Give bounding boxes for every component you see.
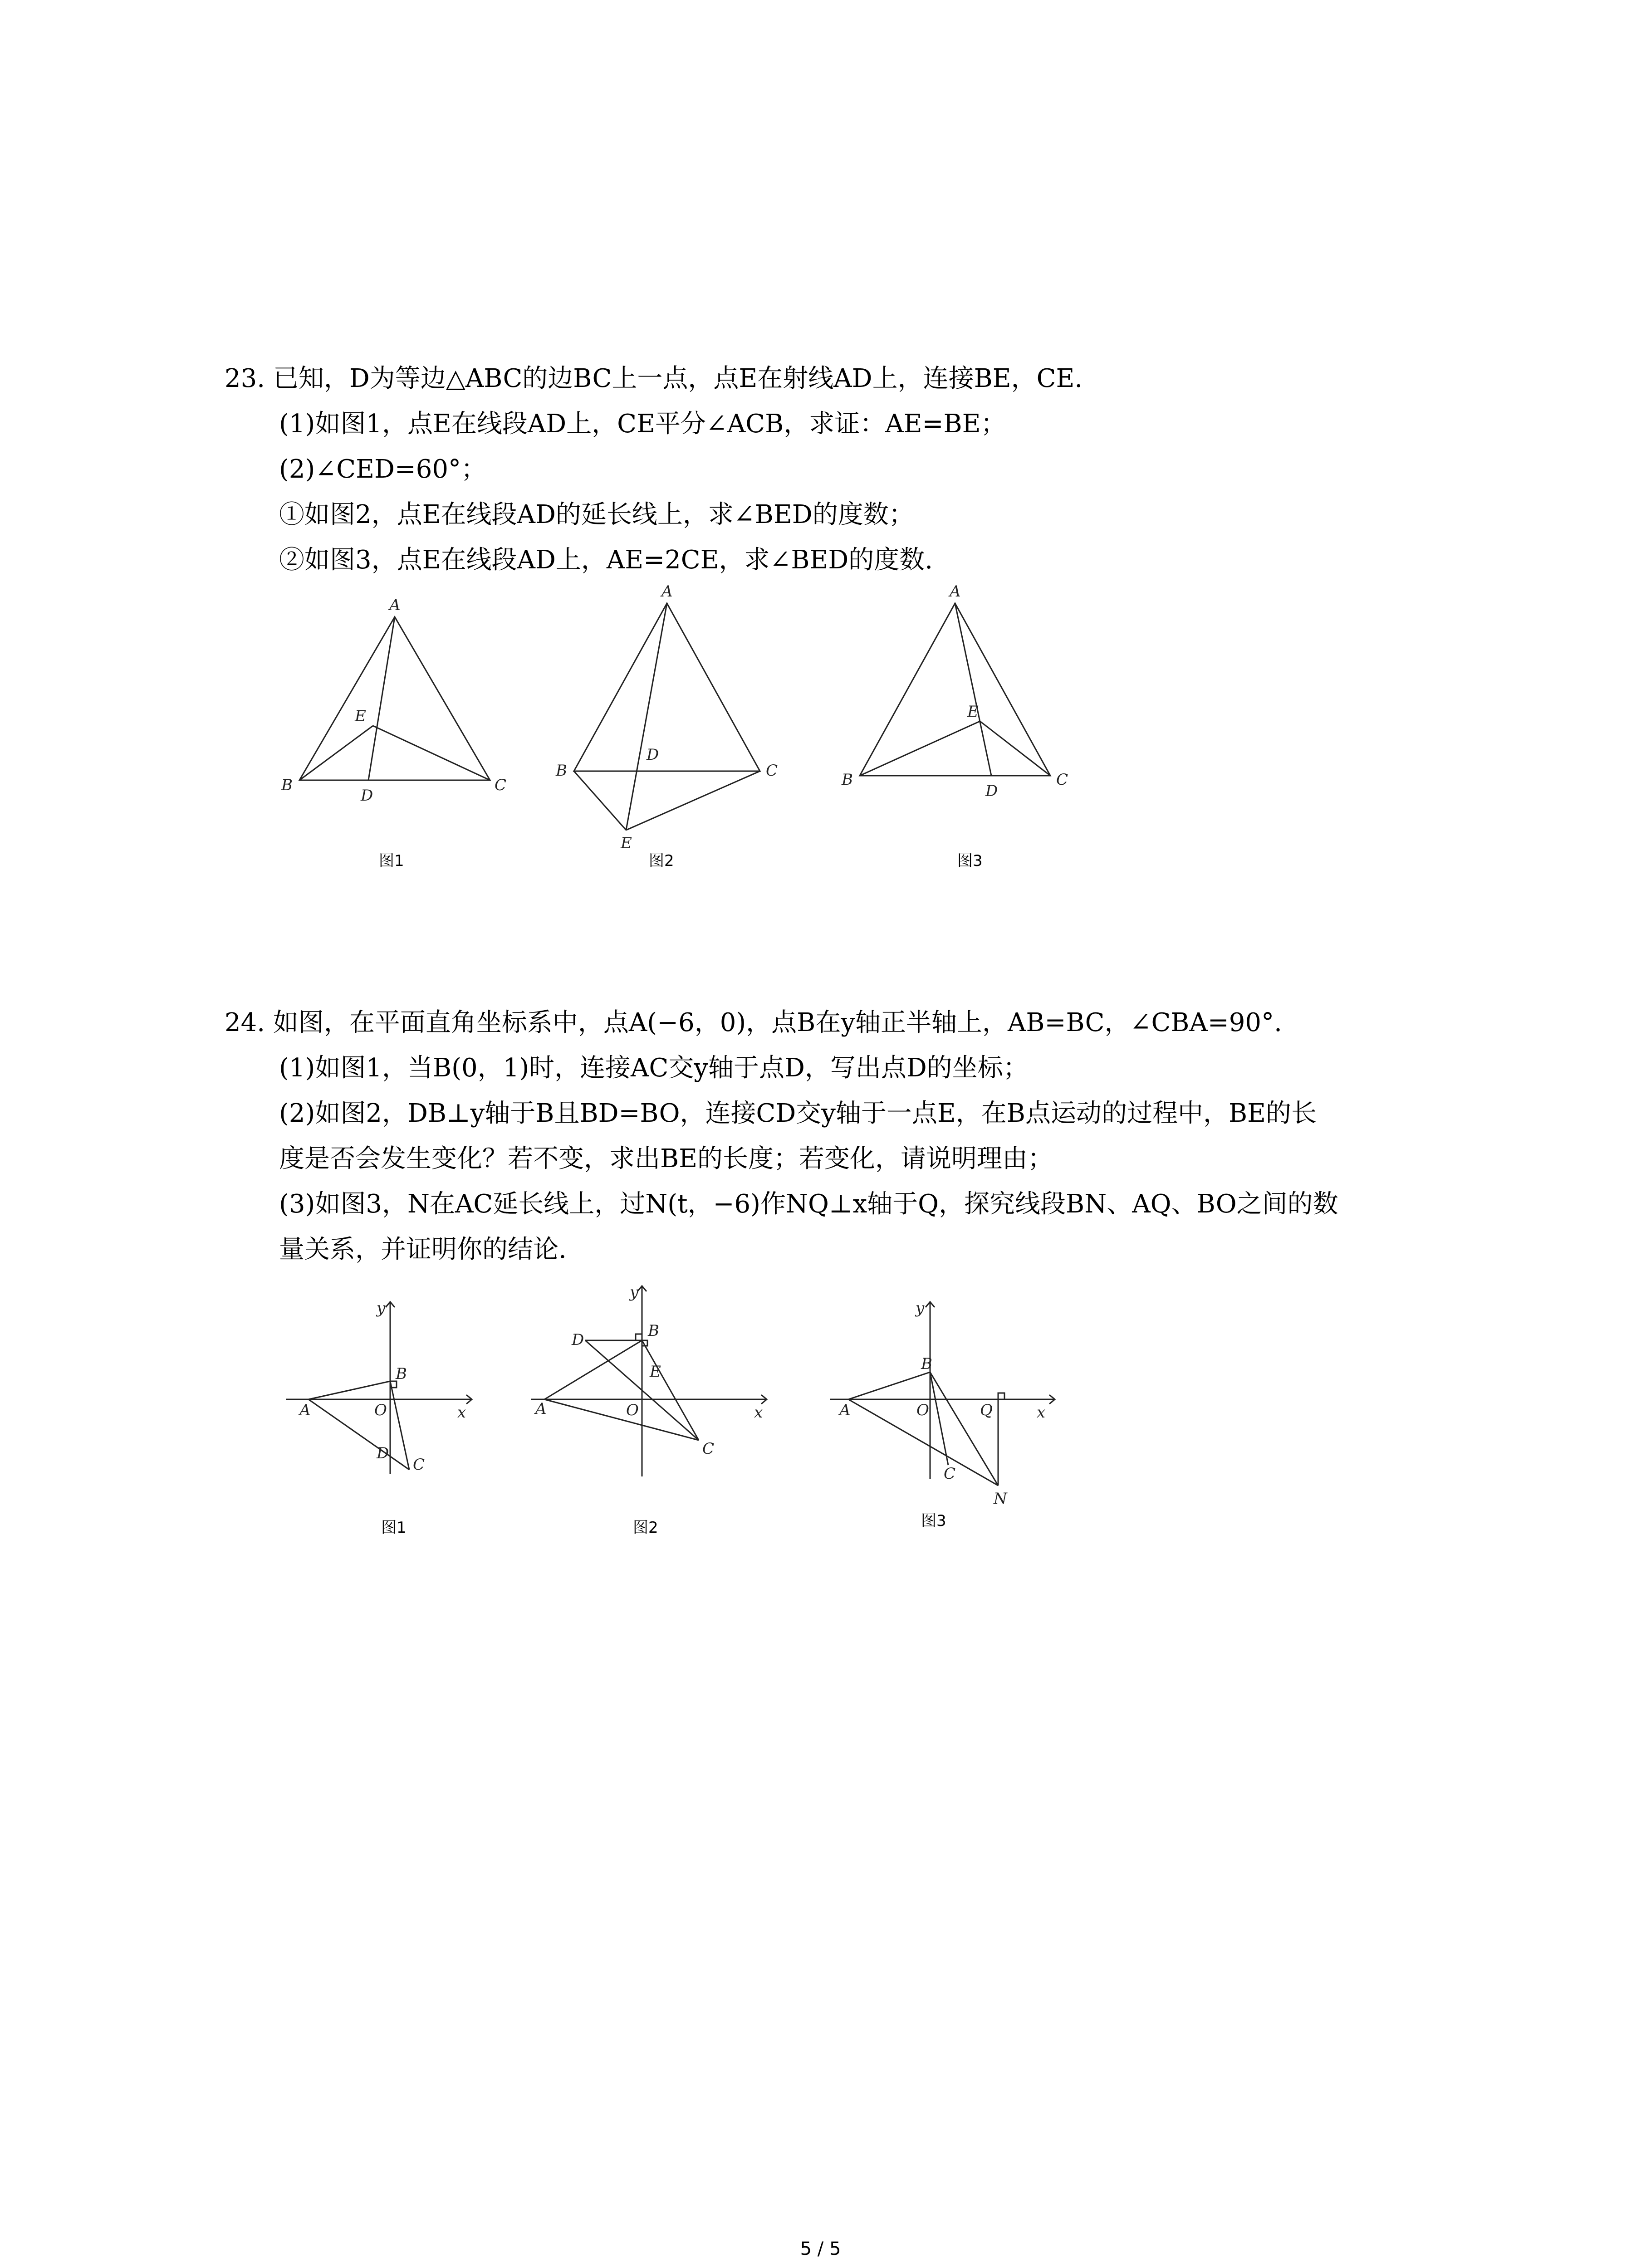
q24-f1-label-O: O: [374, 1401, 387, 1419]
q23-f1-label-E: E: [355, 707, 366, 725]
q23-figure-3: [839, 582, 1093, 823]
q24-f1-label-A: A: [299, 1401, 311, 1419]
q23-f2-label-A: A: [661, 582, 673, 601]
q24-line-3: (2)如图2，DB⊥y轴于B且BD=BO，连接CD交y轴于一点E，在B点运动的过程中，BE的长: [279, 1099, 1317, 1128]
q24-f2-label-O: O: [626, 1401, 639, 1419]
q24-figure-3: [830, 1288, 1066, 1508]
q24-f2-label-E: E: [650, 1363, 661, 1381]
q23-f1-label-D: D: [361, 787, 373, 805]
q23-caption-2: 图2: [649, 852, 674, 870]
q23-f3-label-B: B: [842, 771, 853, 789]
q24-line-5: (3)如图3，N在AC延长线上，过N(t，−6)作NQ⊥x轴于Q，探究线段BN、AQ、BO之间的数: [279, 1189, 1338, 1219]
q24-f3-label-y: y: [916, 1299, 925, 1317]
q23-figure-1: [272, 585, 526, 823]
q23-line-2: (1)如图1，点E在线段AD上，CE平分∠ACB，求证：AE=BE；: [279, 409, 1006, 439]
q24-f2-label-D: D: [572, 1331, 584, 1349]
q24-f3-label-Q: Q: [980, 1401, 993, 1419]
q23-f2-label-D: D: [647, 746, 659, 764]
q23-f2-label-B: B: [556, 762, 567, 780]
q23-figure-2: [554, 582, 808, 852]
q23-caption-1: 图1: [379, 852, 404, 870]
q24-figure-2: [531, 1277, 785, 1487]
q24-line-2: (1)如图1，当B(0，1)时，连接AC交y轴于点D，写出点D的坐标；: [279, 1053, 1029, 1083]
q24-f3-label-x: x: [1037, 1403, 1046, 1422]
q23-line-4: ①如图2，点E在线段AD的延长线上，求∠BED的度数；: [279, 500, 914, 529]
q23-f3-label-E: E: [967, 703, 979, 721]
q23-f3-label-A: A: [950, 582, 961, 601]
q24-line-6: 量关系，并证明你的结论.: [279, 1235, 567, 1264]
q24-f3-label-C: C: [944, 1465, 956, 1483]
q24-f3-label-O: O: [916, 1401, 929, 1419]
q23-line-5: ②如图3，点E在线段AD上，AE=2CE，求∠BED的度数.: [279, 545, 933, 575]
q24-f2-label-C: C: [702, 1440, 715, 1458]
q24-f1-label-y: y: [377, 1299, 386, 1317]
q23-line-3: (2)∠CED=60°；: [279, 455, 487, 484]
q24-line-4: 度是否会发生变化？若不变，求出BE的长度；若变化，请说明理由；: [279, 1144, 1053, 1173]
q23-f2-label-C: C: [766, 762, 778, 780]
q24-f2-label-x: x: [754, 1403, 763, 1422]
q24-f1-label-C: C: [413, 1456, 425, 1474]
q24-f1-label-D: D: [377, 1444, 389, 1462]
q24-f2-label-A: A: [535, 1400, 547, 1418]
q24-f3-label-N: N: [994, 1490, 1007, 1508]
q23-f1-label-A: A: [389, 596, 401, 614]
q23-caption-3: 图3: [957, 852, 983, 870]
q24-caption-2: 图2: [633, 1519, 658, 1537]
q24-line-1: 24. 如图，在平面直角坐标系中，点A(−6，0)，点B在y轴正半轴上，AB=BC，∠CBA=90°.: [225, 1008, 1282, 1037]
q23-f1-label-C: C: [495, 776, 507, 794]
q24-f1-label-B: B: [396, 1365, 407, 1383]
q24-f1-label-x: x: [457, 1403, 466, 1422]
q23-f3-label-D: D: [985, 782, 998, 800]
q23-line-1: 23. 已知，D为等边△ABC的边BC上一点，点E在射线AD上，连接BE，CE.: [225, 364, 1083, 393]
page-number: 5 / 5: [800, 2239, 841, 2259]
q23-f1-label-B: B: [281, 776, 293, 794]
q23-f3-label-C: C: [1056, 771, 1068, 789]
q24-f3-label-B: B: [921, 1355, 932, 1373]
q24-f3-label-A: A: [839, 1401, 851, 1419]
q24-caption-1: 图1: [381, 1519, 407, 1537]
q24-figure-1: [281, 1288, 499, 1490]
q24-caption-3: 图3: [921, 1512, 946, 1530]
q24-f2-label-B: B: [648, 1322, 659, 1340]
q24-f2-label-y: y: [630, 1283, 639, 1301]
q23-f2-label-E: E: [621, 834, 632, 852]
